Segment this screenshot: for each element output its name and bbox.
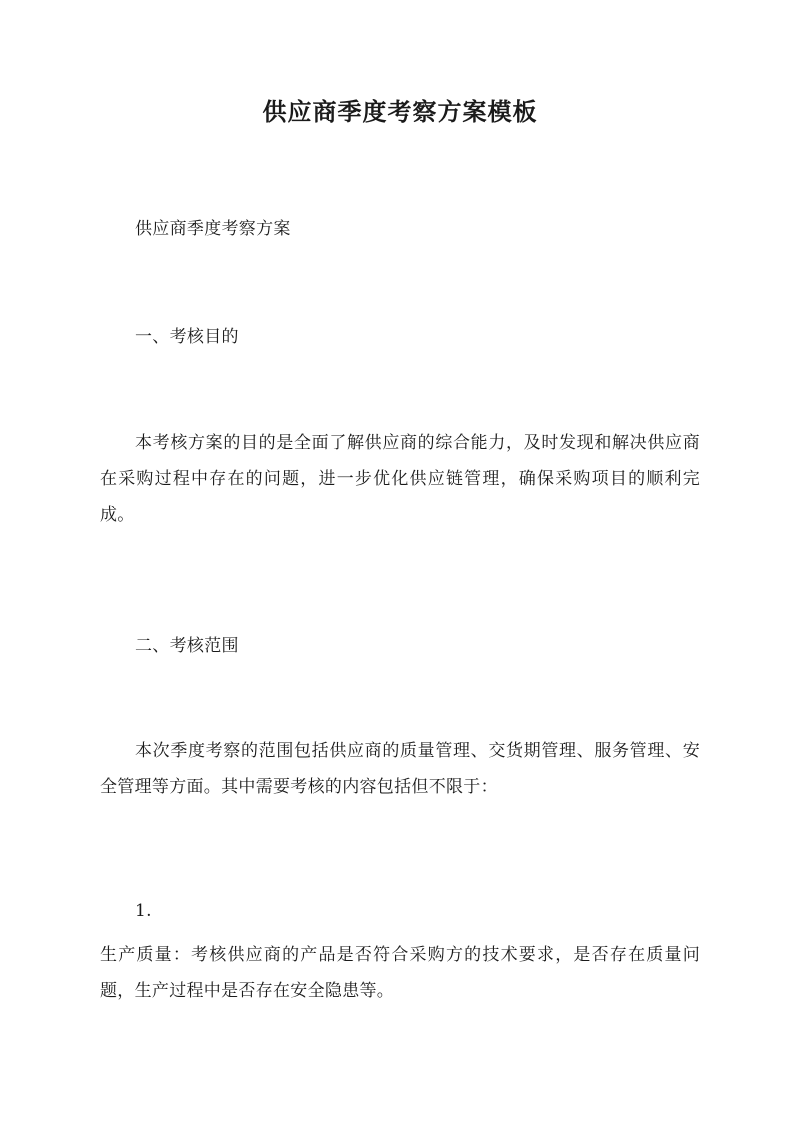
item-1-number: 1. (135, 901, 152, 921)
section-2-heading: 二、考核范围 (135, 636, 239, 656)
section-1-heading: 一、考核目的 (135, 327, 239, 347)
section-1-body: 本考核方案的目的是全面了解供应商的综合能力，及时发现和解决供应商在采购过程中存在的问题，进一步优化供应链管理，确保采购项目的顺利完成。 (100, 433, 700, 525)
item-1-text: 生产质量：考核供应商的产品是否符合采购方的技术要求，是否存在质量问题，生产过程中是否存在安全隐患等。 (100, 945, 700, 1001)
document-title: 供应商季度考察方案模板 (262, 97, 538, 126)
document-subtitle: 供应商季度考察方案 (135, 219, 291, 239)
section-2-body: 本次季度考察的范围包括供应商的质量管理、交货期管理、服务管理、安全管理等方面。其中需要考核的内容包括但不限于： (100, 741, 700, 797)
